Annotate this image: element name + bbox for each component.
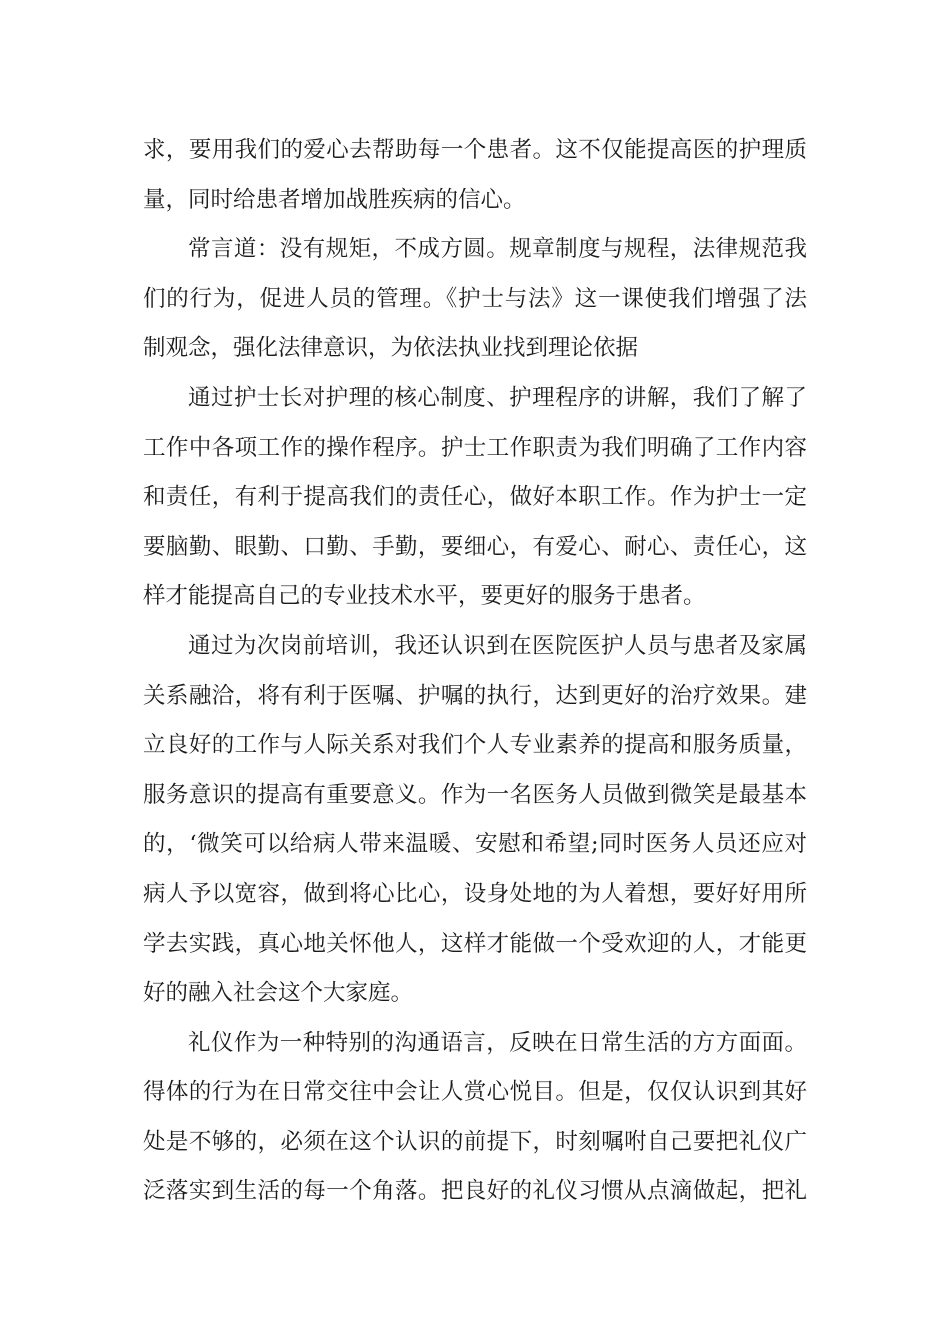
text-line: 的，‘微笑可以给病人带来温暖、安慰和希望;同时医务人员还应对 [143, 831, 807, 858]
text-line: 们的行为，促进人员的管理。《护士与法》这一课使我们增强了法 [143, 285, 807, 312]
text-line: 泛落实到生活的每一个角落。把良好的礼仪习惯从点滴做起，把礼 [143, 1178, 807, 1205]
body-text [143, 126, 807, 1217]
text-line: 礼仪作为一种特别的沟通语言，反映在日常生活的方方面面。 [188, 1029, 807, 1056]
text-line: 服务意识的提高有重要意义。作为一名医务人员做到微笑是最基本 [143, 781, 807, 808]
text-line: 通过为次岗前培训，我还认识到在医院医护人员与患者及家属 [188, 632, 807, 659]
text-line: 关系融洽，将有利于医嘱、护嘱的执行，达到更好的治疗效果。建 [143, 682, 807, 709]
text-line: 病人予以宽容，做到将心比心，设身处地的为人着想，要好好用所 [143, 880, 807, 907]
text-line: 制观念，强化法律意识，为依法执业找到理论依据 [143, 335, 639, 362]
text-line: 通过护士长对护理的核心制度、护理程序的讲解，我们了解了 [188, 384, 807, 411]
text-line: 好的融入社会这个大家庭。 [143, 980, 414, 1007]
text-line: 求，要用我们的爱心去帮助每一个患者。这不仅能提高医的护理质 [143, 137, 807, 163]
text-line: 学去实践，真心地关怀他人，这样才能做一个受欢迎的人，才能更 [143, 930, 807, 957]
text-line: 得体的行为在日常交往中会让人赏心悦目。但是，仅仅认识到其好 [143, 1079, 807, 1106]
text-line: 处是不够的，必须在这个认识的前提下，时刻嘱咐自己要把礼仪广 [143, 1128, 807, 1155]
text-line: 和责任，有利于提高我们的责任心，做好本职工作。作为护士一定 [143, 484, 807, 511]
text-line: 样才能提高自己的专业技术水平，要更好的服务于患者。 [143, 583, 706, 610]
text-line: 立良好的工作与人际关系对我们个人专业素养的提高和服务质量， [143, 732, 807, 759]
text-line: 常言道：没有规矩，不成方圆。规章制度与规程，法律规范我 [188, 236, 807, 263]
text-line: 量，同时给患者增加战胜疾病的信心。 [143, 186, 526, 213]
text-line: 工作中各项工作的操作程序。护士工作职责为我们明确了工作内容 [143, 434, 807, 461]
text-line: 要脑勤、眼勤、口勤、手勤，要细心，有爱心、耐心、责任心，这 [143, 533, 807, 560]
